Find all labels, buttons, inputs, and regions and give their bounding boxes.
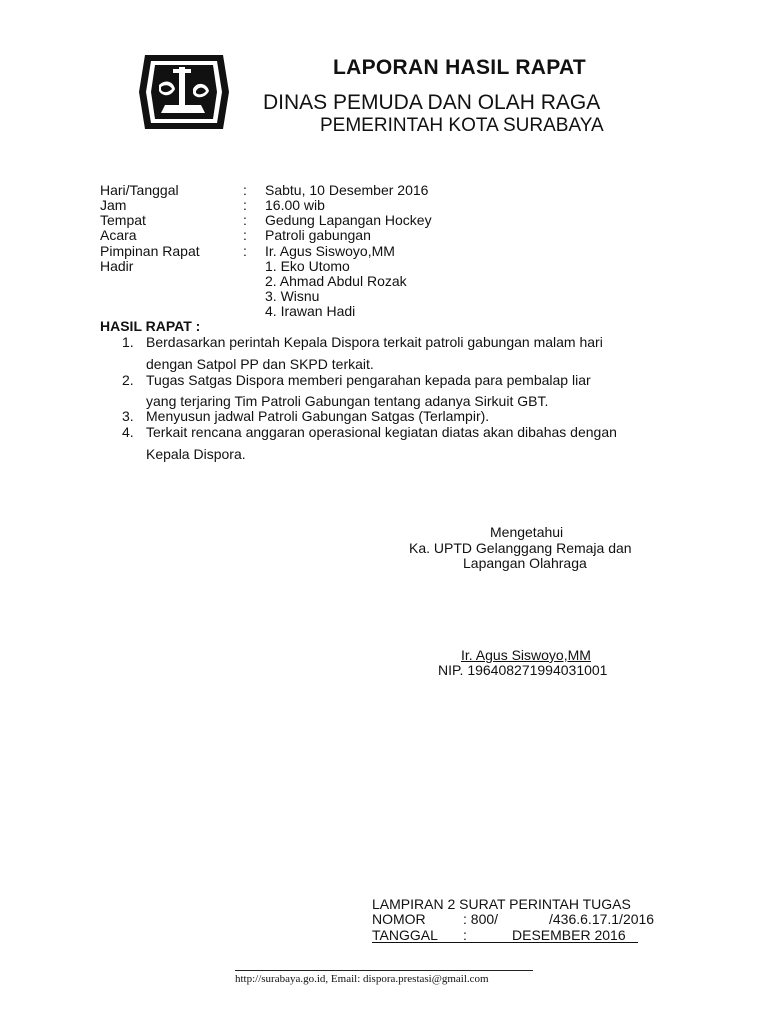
hadir-label: Hadir [100, 258, 134, 274]
result-number: 4. [122, 424, 134, 440]
hasil-rapat-heading: HASIL RAPAT : [100, 318, 201, 334]
hari-value: Sabtu, 10 Desember 2016 [265, 182, 429, 198]
hadir-item: 3. Wisnu [265, 288, 320, 304]
tempat-colon: : [243, 212, 247, 228]
pimpinan-label: Pimpinan Rapat [100, 243, 200, 259]
result-text: Terkait rencana anggaran operasional kegiatan diatas akan dibahas dengan [146, 424, 617, 440]
tanggal-label: TANGGAL [372, 927, 438, 943]
result-number: 2. [122, 372, 134, 388]
acara-value: Patroli gabungan [265, 227, 371, 243]
footer-divider [235, 970, 533, 971]
jam-value: 16.00 wib [265, 197, 325, 213]
hadir-item: 2. Ahmad Abdul Rozak [265, 273, 407, 289]
mengetahui-text: Mengetahui [490, 524, 564, 540]
result-text-cont: Kepala Dispora. [146, 446, 246, 462]
pimpinan-colon: : [243, 243, 247, 259]
result-number: 3. [122, 408, 134, 424]
pimpinan-value: Ir. Agus Siswoyo,MM [265, 243, 395, 259]
nomor-value: /436.6.17.1/2016 [549, 911, 655, 927]
result-text: Menyusun jadwal Patroli Gabungan Satgas (Terlampir). [146, 408, 490, 424]
hadir-item: 4. Irawan Hadi [265, 303, 356, 319]
tanggal-underline [372, 942, 638, 943]
jam-label: Jam [100, 197, 127, 213]
tempat-label: Tempat [100, 212, 146, 228]
acara-colon: : [243, 227, 247, 243]
hari-label: Hari/Tanggal [100, 182, 179, 198]
signatory-position-cont: Lapangan Olahraga [463, 555, 587, 571]
department-name: DINAS PEMUDA DAN OLAH RAGA [263, 91, 601, 114]
signatory-nip: NIP. 196408271994031001 [438, 662, 608, 678]
acara-label: Acara [100, 227, 137, 243]
tanggal-separator: : [463, 927, 467, 943]
tanggal-value: DESEMBER 2016 [512, 927, 626, 943]
surabaya-emblem-logo [135, 51, 233, 133]
tempat-value: Gedung Lapangan Hockey [265, 212, 432, 228]
result-text-cont: yang terjaring Tim Patroli Gabungan tentang adanya Sirkuit GBT. [146, 393, 549, 409]
nomor-separator: : 800/ [463, 911, 499, 927]
signatory-name: Ir. Agus Siswoyo,MM [461, 647, 591, 663]
result-text: Tugas Satgas Dispora memberi pengarahan kepada para pembalap liar [146, 372, 591, 388]
jam-colon: : [243, 197, 247, 213]
nomor-label: NOMOR [372, 911, 426, 927]
result-text-cont: dengan Satpol PP dan SKPD terkait. [146, 356, 374, 372]
lampiran-title: LAMPIRAN 2 SURAT PERINTAH TUGAS [372, 896, 631, 912]
government-name: PEMERINTAH KOTA SURABAYA [320, 115, 604, 136]
result-text: Berdasarkan perintah Kepala Dispora terkait patroli gabungan malam hari [146, 334, 603, 350]
signatory-position: Ka. UPTD Gelanggang Remaja dan [409, 540, 632, 556]
hadir-item: 1. Eko Utomo [265, 258, 350, 274]
report-title: LAPORAN HASIL RAPAT [333, 56, 587, 79]
hari-colon: : [243, 182, 247, 198]
footer-contact: http://surabaya.go.id, Email: dispora.prestasi@gmail.com [235, 973, 489, 985]
result-number: 1. [122, 334, 134, 350]
